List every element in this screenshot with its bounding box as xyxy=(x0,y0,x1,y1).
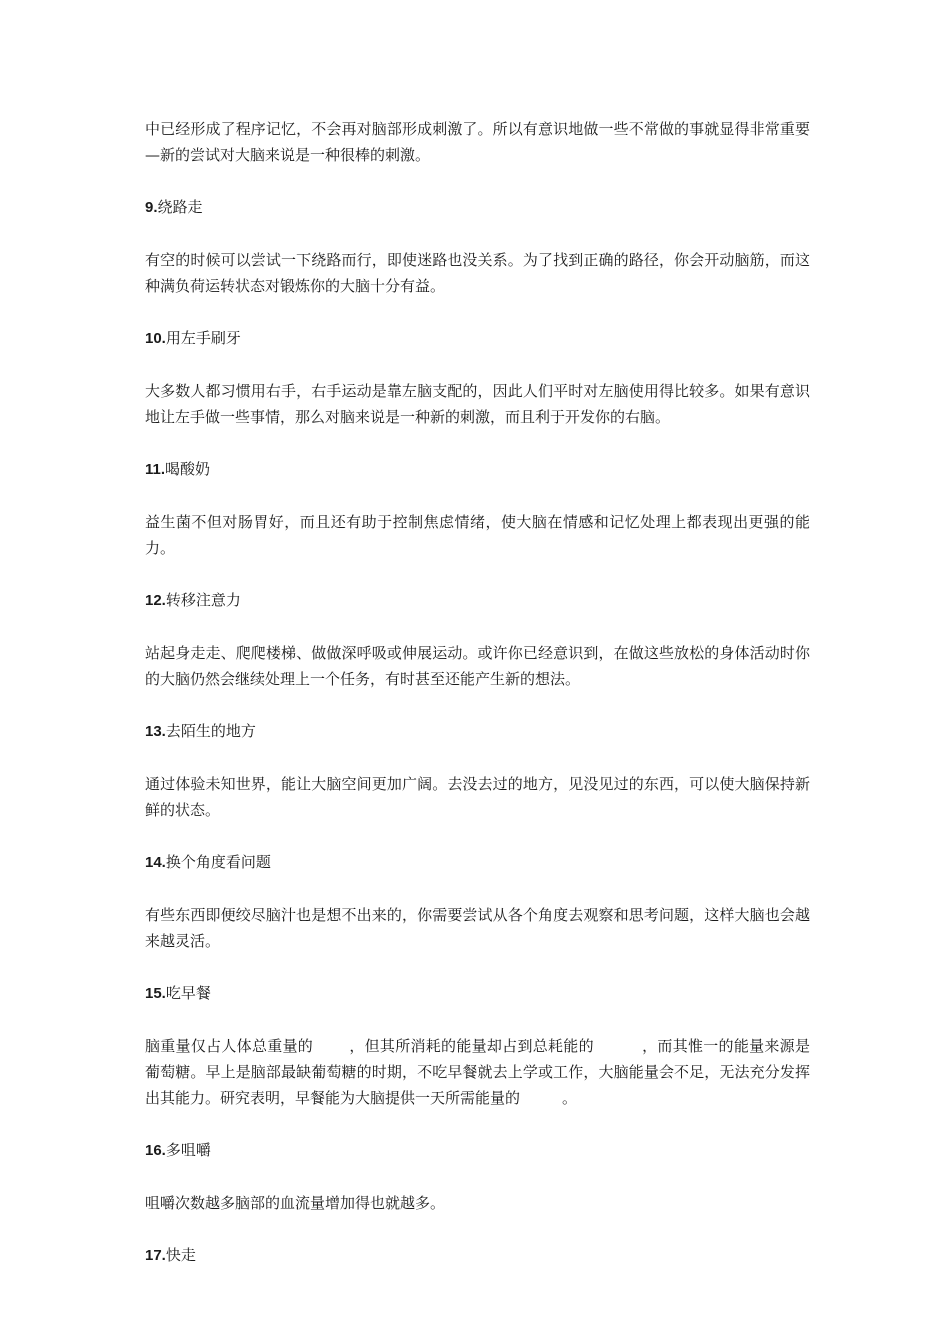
body-fragment: 脑重量仅占人体总重量的 xyxy=(145,1037,314,1055)
section-heading-16 xyxy=(145,1137,810,1164)
section-number: 13. xyxy=(145,723,166,740)
body-fragment: ，而其惟一的能量来源是葡萄糖。早上是脑部最缺葡萄糖的时期，不吃早餐就去上学或工作，大脑能量会不足，无法充分发挥出其能力。研究表明，早餐能为大脑提供一天所需能量的 xyxy=(145,1037,810,1107)
section-number: 11. xyxy=(145,461,166,478)
section-body-15 xyxy=(145,1033,810,1111)
section-body-11: 益生菌不但对肠胃好，而且还有助于控制焦虑情绪，使大脑在情感和记忆处理上都表现出更强的能力。 xyxy=(145,513,810,557)
section-number: 12. xyxy=(145,592,166,609)
section-heading-12 xyxy=(145,587,810,614)
section-body-9: 有空的时候可以尝试一下绕路而行，即使迷路也没关系。为了找到正确的路径，你会开动脑筋，而这种满负荷运转状态对锻炼你的大脑十分有益。 xyxy=(145,251,810,295)
section-heading-14 xyxy=(145,849,810,876)
section-body-14: 有些东西即便绞尽脑汁也是想不出来的，你需要尝试从各个角度去观察和思考问题，这样大脑也会越来越灵活。 xyxy=(145,906,810,950)
section-number: 9. xyxy=(145,199,158,216)
section-heading-17 xyxy=(145,1242,810,1269)
section-body-13: 通过体验未知世界，能让大脑空间更加广阔。去没去过的地方，见没见过的东西，可以使大脑保持新鲜的状态。 xyxy=(145,775,810,819)
section-title: 喝酸奶 xyxy=(165,460,211,478)
section-number: 14. xyxy=(145,854,166,871)
section-number: 10. xyxy=(145,330,166,347)
section-number: 17. xyxy=(145,1247,166,1264)
section-title: 绕路走 xyxy=(157,198,203,216)
section-body-10: 大多数人都习惯用右手，右手运动是靠左脑支配的，因此人们平时对左脑使用得比较多。如果有意识地让左手做一些事情，那么对脑来说是一种新的刺激，而且利于开发你的右脑。 xyxy=(145,382,810,426)
section-title: 多咀嚼 xyxy=(165,1141,211,1159)
intro-paragraph: 中已经形成了程序记忆，不会再对脑部形成刺激了。所以有意识地做一些不常做的事就显得非常重要—新的尝试对大脑来说是一种很棒的刺激。 xyxy=(145,120,810,164)
section-body-12: 站起身走走、爬爬楼梯、做做深呼吸或伸展运动。或许你已经意识到，在做这些放松的身体活动时你的大脑仍然会继续处理上一个任务，有时甚至还能产生新的想法。 xyxy=(145,644,810,688)
section-title: 换个角度看问题 xyxy=(165,853,271,871)
section-number: 16. xyxy=(145,1142,166,1159)
section-title: 用左手刷牙 xyxy=(165,329,241,347)
body-fragment: 。 xyxy=(562,1089,578,1107)
section-title: 转移注意力 xyxy=(165,591,241,609)
section-heading-9 xyxy=(145,194,810,221)
section-title: 快走 xyxy=(165,1246,196,1264)
section-title: 去陌生的地方 xyxy=(165,722,256,740)
section-body-16: 咀嚼次数越多脑部的血流量增加得也就越多。 xyxy=(145,1194,446,1212)
section-heading-15 xyxy=(145,980,810,1007)
section-number: 15. xyxy=(145,985,166,1002)
section-title: 吃早餐 xyxy=(165,984,211,1002)
section-heading-13 xyxy=(145,718,810,745)
document-page xyxy=(145,116,810,1269)
section-heading-11 xyxy=(145,456,810,483)
section-heading-10 xyxy=(145,325,810,352)
body-fragment: ，但其所消耗的能量却占到总耗能的 xyxy=(349,1037,594,1055)
